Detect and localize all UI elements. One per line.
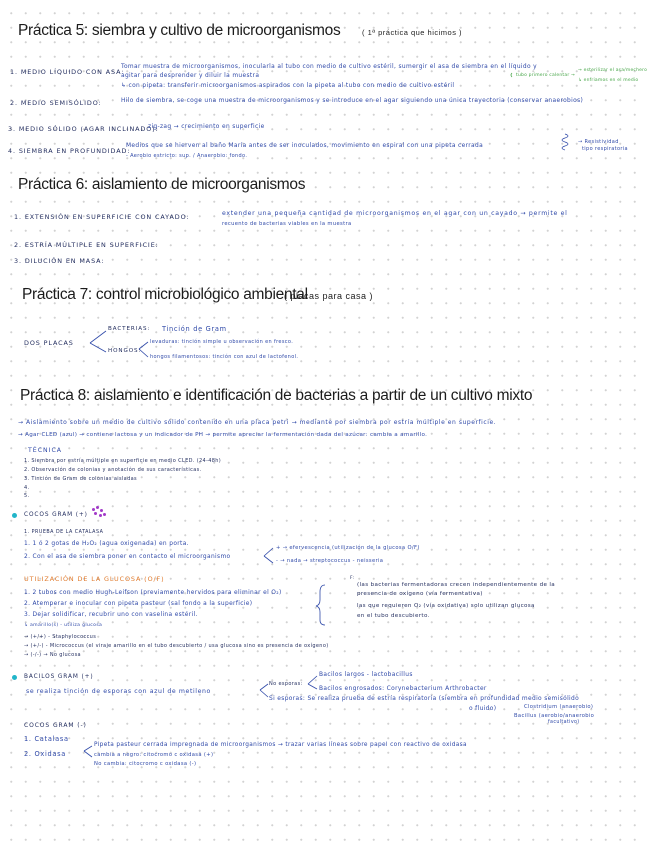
p8-bacilos-largos: Bacilos largos - lactobacillus bbox=[319, 672, 413, 678]
p8-f-line-3: las que requieren O₂ (vía oxidativa) solo utilizan glucosa bbox=[357, 603, 535, 609]
p6-item2-label: 2. ESTRÍA MÚLTIPLE EN SUPERFICIE: bbox=[14, 241, 159, 249]
p8-step-2: 2. Observación de colonias y anotación de sus características. bbox=[24, 467, 202, 473]
p5-item2-text: Hilo de siembra, se coge una muestra de microorganismos y se introduce en el agar siguiendo una única trayectoria (conservar anaerobios) bbox=[121, 98, 584, 104]
p8-oxidasa-c: No cambia: citocromo c oxidasa (-) bbox=[94, 761, 197, 767]
p8-glucosa-step-1: 1. 2 tubos con medio Hugh-Leifson (previamente hervidos para eliminar el O₂) bbox=[24, 590, 282, 596]
p8-result-2: → (+/-) - Micrococcus (el viraje amarillo en el tubo descubierto / usa glucosa sino es presencia de oxígeno) bbox=[24, 643, 329, 649]
p5-item4-text: Medios que se hierven al baño María antes de ser inoculados, movimiento en espiral con una pipeta cerrada bbox=[126, 143, 484, 149]
p8-cocos-neg-heading: COCOS GRAM (-) bbox=[24, 722, 87, 729]
p8-f-line-1: (las bacterias fermentadoras crecen independientemente de la bbox=[357, 582, 556, 588]
practica-8-title: Práctica 8: aislamiento e identificación de bacterias a partir de un cultivo mixto bbox=[20, 387, 533, 404]
p8-neg-oxidasa: 2. Oxidasa bbox=[24, 750, 67, 758]
p5-item4-side2: tipo respiratoria bbox=[582, 146, 628, 152]
practica-5-title: Práctica 5: siembra y cultivo de microorganismos bbox=[18, 22, 341, 39]
p7-bacterias-text: Tinción de Gram bbox=[162, 325, 227, 333]
p8-tecnica-heading: TÉCNICA bbox=[28, 447, 63, 454]
p5-item3-label: 3. MEDIO SÓLIDO (AGAR INCLINADO): bbox=[8, 125, 159, 133]
p5-green-note-2: → esterilizar el asa/mechero bbox=[578, 68, 647, 73]
p8-catalasa-heading: 1. PRUEBA DE LA CATALASA bbox=[24, 530, 104, 535]
p5-item2-label: 2. MEDIO SEMISÓLIDO: bbox=[10, 99, 102, 107]
p8-glucosa-step-2: 2. Atemperar e inocular con pipeta pasteur (sal fondo a la superficie) bbox=[24, 601, 253, 607]
p8-catalasa-positive: + → efervescencia (utilización de la glucosa O/F) bbox=[276, 545, 420, 551]
p8-o-fluido: o fluido) bbox=[469, 706, 497, 712]
p8-clostridium: Clostridium (anaerobio) bbox=[524, 704, 594, 710]
p8-result-1: → (+/+) - Staphylococcus bbox=[24, 634, 97, 640]
cyan-bullet-icon bbox=[12, 675, 17, 680]
p5-green-note-3: ↳ enfriamos en el medio bbox=[578, 78, 639, 83]
p8-catalasa-step-1: 1. 1 ó 2 gotas de H₂O₂ (agua oxigenada) en porta. bbox=[24, 541, 189, 547]
p8-glucosa-step-4: ↳ amarillo(s) - utiliza glucosa bbox=[24, 623, 103, 628]
practica-5-note: ( 1ª práctica que hicimos ) bbox=[362, 28, 463, 37]
p8-si-esporas: Si esporas: Se realiza prueba de estría respiratoria (siembra en profundidad medio semisólido bbox=[269, 696, 580, 702]
p5-item1-line1: Tomar muestra de microorganismos, inocularla al tubo con medio de cultivo estéril, sumergir el asa de siembra en el líquido y bbox=[121, 64, 538, 70]
p8-intro-2: → Agar CLED (azul) → contiene lactosa y un indicador de PH → permite apreciar la fermentación dada del azúcar: cambia a amarillo. bbox=[18, 432, 428, 438]
p5-item1-line2: agitar para desprender y diluir la muestra bbox=[121, 73, 260, 79]
p7-hongos-label: HONGOS: bbox=[108, 348, 142, 354]
p7-bacterias-label: BACTERIAS: bbox=[108, 326, 151, 332]
p5-item4-side1: → Resistividad bbox=[578, 139, 619, 145]
p6-item3-label: 3. DILUCIÓN EN MASA: bbox=[14, 257, 105, 265]
p8-step-3: 3. Tinción de Gram de colonias aisladas bbox=[24, 476, 137, 482]
p8-catalasa-step-2: 2. Con el asa de siembra poner en contacto el microorganismo bbox=[24, 554, 231, 560]
p6-item1-text: extender una pequeña cantidad de microorganismos en el agar con un cayado → permite el bbox=[222, 210, 568, 217]
p8-bacillus-2: facultativo) bbox=[548, 720, 580, 725]
p8-glucosa-heading: UTILIZACIÓN DE LA GLUCOSA (O/F) bbox=[24, 575, 165, 583]
p5-item4-sub: - Aerobio estricto: sup. / Anaerobio: fondo. bbox=[126, 153, 248, 159]
p8-catalasa-negative: - → nada → streptococcus - neisseria bbox=[276, 558, 384, 564]
cocci-cluster-icon bbox=[90, 505, 108, 519]
p8-step-1: 1. Siembra por estría múltiple en superficie en medio CLED. (24-48h) bbox=[24, 458, 222, 464]
spiral-icon bbox=[562, 134, 568, 150]
p7-hongos-a: levaduras: tinción simple u observación en fresco. bbox=[150, 339, 294, 345]
p6-item1-label: 1. EXTENSIÓN EN SUPERFICIE CON CAYADO: bbox=[14, 213, 190, 221]
p8-result-3: → (-/-) → No glucosa bbox=[24, 652, 81, 658]
cyan-bullet-icon bbox=[12, 513, 17, 518]
p8-bacilos-text: se realiza tinción de esporas con azul de metileno bbox=[26, 688, 211, 695]
p5-item4-label: 4. SIEMBRA EN PROFUNDIDAD: bbox=[8, 147, 131, 155]
p7-dos-placas: DOS PLACAS bbox=[24, 339, 74, 347]
p8-no-esporas: No esporas: bbox=[269, 681, 303, 687]
p8-f-line-4: en el tubo descubierto. bbox=[357, 613, 430, 619]
p5-item1-line3: ↳ con pipeta: transferir microorganismos aspirados con la pipeta al tubo con medio de cultivo estéril bbox=[121, 83, 455, 89]
p8-bacilos-heading: BACILOS GRAM (+) bbox=[24, 674, 94, 680]
p8-oxidasa-a: Pipeta pasteur cerrada impregnada de microorganismos → trazar varias líneas sobre papel con reactivo de oxidasa bbox=[94, 742, 467, 748]
p5-item3-text: zig-zag → crecimiento en superficie bbox=[148, 124, 265, 130]
practica-7-title: Práctica 7: control microbiológico ambiental bbox=[22, 286, 308, 303]
p8-f-line-2: presencia de oxígeno (vía fermentativa) bbox=[357, 591, 483, 597]
p8-bacillus-1: Bacillus (aerobio/anaerobio bbox=[514, 713, 595, 719]
p8-glucosa-step-3: 3. Dejar solidificar, recubrir uno con vaselina estéril. bbox=[24, 612, 198, 618]
p7-hongos-b: hongos filamentosos: tinción con azul de lactofenol. bbox=[150, 354, 299, 360]
p5-item1-label: 1. MEDIO LÍQUIDO CON ASA: bbox=[10, 68, 125, 76]
p8-neg-catalasa: 1. Catalasa bbox=[24, 735, 69, 743]
p8-step-4: 4. bbox=[24, 485, 30, 491]
practica-6-title: Práctica 6: aislamiento de microorganismos bbox=[18, 176, 306, 193]
p8-oxidasa-b: cambia a negro: citocromo c oxidasa (+) bbox=[94, 752, 214, 758]
practica-7-note: ( placas para casa ) bbox=[284, 291, 374, 301]
p8-cocos-pos-heading: COCOS GRAM (+) bbox=[24, 512, 88, 518]
p6-item1-text2: recuento de bacterias viables en la muestra bbox=[222, 221, 352, 227]
p8-f-label: F: bbox=[350, 576, 355, 581]
p8-bacilos-engrosados: Bacilos engrosados: Corynebacterium Arthrobacter bbox=[319, 686, 487, 692]
p5-green-note-1: tubo primero calentar → bbox=[516, 73, 575, 78]
p8-intro-1: → Aislamiento sobre un medio de cultivo sólido contenido en una placa petri → mediante por siembra por estría múltiple en superficie. bbox=[18, 419, 497, 426]
p8-step-5: 5. bbox=[24, 493, 30, 499]
